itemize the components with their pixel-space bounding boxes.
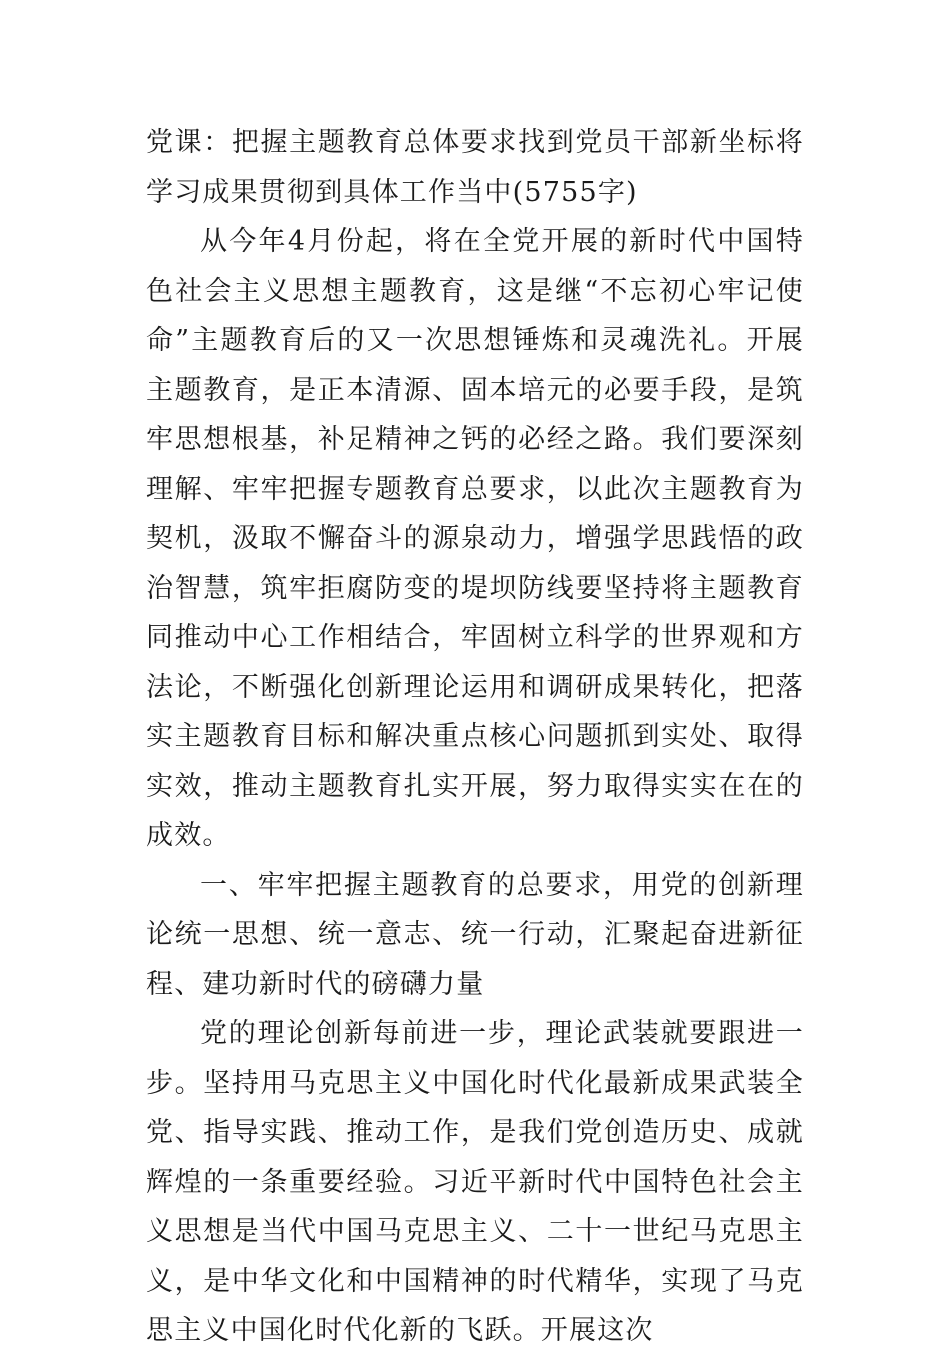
document-title: 党课：把握主题教育总体要求找到党员干部新坐标将学习成果贯彻到具体工作当中(5755字) [146, 127, 804, 208]
document-body [146, 118, 804, 1356]
paragraph-theory: 党的理论创新每前进一步，理论武装就要跟进一步。坚持用马克思主义中国化时代化最新成果武装全党、指导实践、推动工作，是我们党创造历史、成就辉煌的一条重要经验。习近平新时代中国特色社会主义思想是当代中国马克思主义、二十一世纪马克思主义，是中华文化和中国精神的时代精华，实现了马克思主义中国化时代化新的飞跃。开展这次 [146, 1018, 804, 1346]
paragraph-intro: 从今年4月份起，将在全党开展的新时代中国特色社会主义思想主题教育，这是继“不忘初心牢记使命”主题教育后的又一次思想锤炼和灵魂洗礼。开展主题教育，是正本清源、固本培元的必要手段，是筑牢思想根基，补足精神之钙的必经之路。我们要深刻理解、牢牢把握专题教育总要求，以此次主题教育为契机，汲取不懈奋斗的源泉动力，增强学思践悟的政治智慧，筑牢拒腐防变的堤坝防线要坚持将主题教育同推动中心工作相结合，牢固树立科学的世界观和方法论，不断强化创新理论运用和调研成果转化，把落实主题教育目标和解决重点核心问题抓到实处、取得实效，推动主题教育扎实开展，努力取得实实在在的成效。 [146, 226, 804, 851]
section-heading-1: 一、牢牢把握主题教育的总要求，用党的创新理论统一思想、统一意志、统一行动，汇聚起奋进新征程、建功新时代的磅礴力量 [146, 869, 804, 1000]
